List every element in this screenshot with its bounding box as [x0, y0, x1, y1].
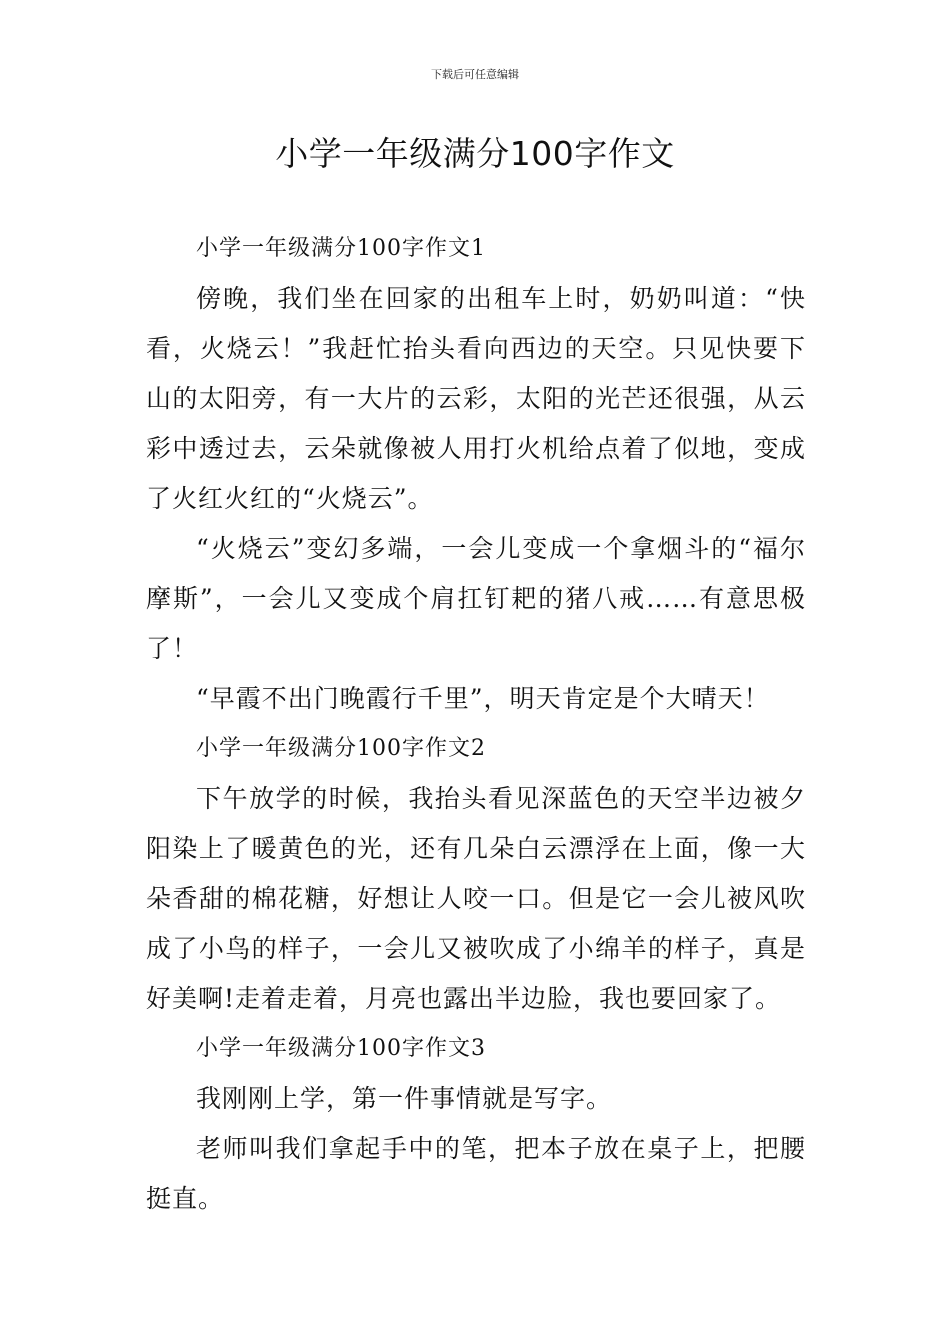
paragraph: “火烧云”变幻多端，一会儿变成一个拿烟斗的“福尔摩斯”，一会儿又变成个肩扛钉耙的猪八戒……有意思极了！ [146, 534, 806, 663]
section-heading-3: 小学一年级满分100字作文3 [196, 1036, 486, 1061]
section-heading-1: 小学一年级满分100字作文1 [196, 236, 486, 261]
paragraph: 傍晚，我们坐在回家的出租车上时，奶奶叫道：“快看，火烧云！”我赶忙抬头看向西边的天空。只见快要下山的太阳旁，有一大片的云彩，太阳的光芒还很强，从云彩中透过去，云朵就像被人用打火机给点着了似地，变成了火红火红的“火烧云”。 [146, 284, 806, 513]
paragraph: 下午放学的时候，我抬头看见深蓝色的天空半边被夕阳染上了暖黄色的光，还有几朵白云漂浮在上面，像一大朵香甜的棉花糖，好想让人咬一口。但是它一会儿被风吹成了小鸟的样子，一会儿又被吹成了小绵羊的样子，真是好美啊!走着走着，月亮也露出半边脸，我也要回家了。 [146, 784, 806, 1013]
paragraph: “早霞不出门晚霞行千里”，明天肯定是个大晴天！ [196, 684, 770, 713]
paragraph: 老师叫我们拿起手中的笔，把本子放在桌子上，把腰挺直。 [146, 1134, 806, 1213]
paragraph: 我刚刚上学，第一件事情就是写字。 [196, 1084, 613, 1113]
header-note: 下载后可任意编辑 [431, 68, 519, 81]
section-heading-2: 小学一年级满分100字作文2 [196, 736, 486, 761]
document-title: 小学一年级满分100字作文 [275, 134, 675, 173]
document-body [146, 224, 806, 1224]
